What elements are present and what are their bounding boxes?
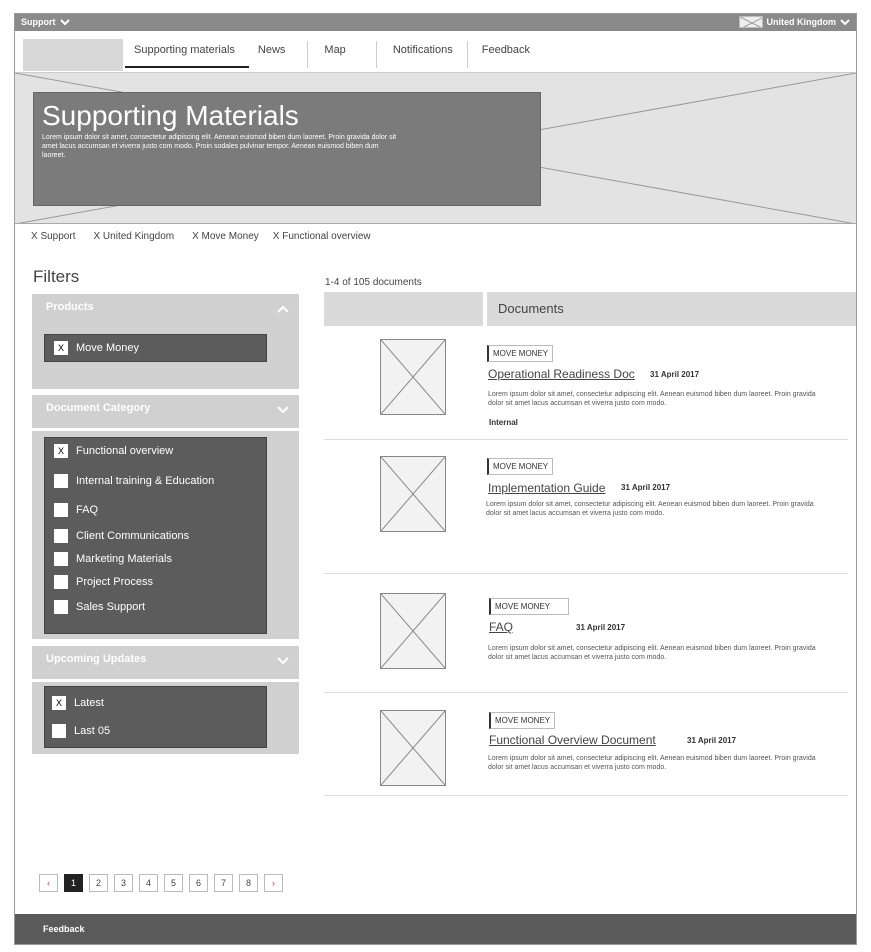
- option-label: Move Money: [76, 342, 139, 354]
- option-label: FAQ: [76, 504, 99, 516]
- chevron-down-icon: [840, 17, 850, 27]
- document-tag: MOVE MONEY: [487, 345, 553, 362]
- footer-feedback-link[interactable]: Feedback: [43, 924, 85, 934]
- option-label: Project Process: [76, 576, 154, 588]
- category-option-faq[interactable]: [54, 503, 98, 517]
- document-item: [324, 574, 848, 693]
- results-header-left: [324, 292, 483, 326]
- document-tag: MOVE MONEY: [489, 712, 555, 729]
- document-description: Lorem ipsum dolor sit amet, consectetur adipiscing elit. Aenean euismod biben dum laoreet. Proin gravida dolor sit amet lacus accumsan et viverra justo com modo.: [488, 391, 816, 407]
- updates-toggle[interactable]: [32, 646, 299, 679]
- option-label: Sales Support: [76, 601, 146, 613]
- updates-heading: Upcoming Updates: [46, 653, 147, 665]
- category-option-functional-overview[interactable]: [54, 444, 173, 458]
- page-button-2[interactable]: 2: [89, 874, 108, 892]
- page-title: Supporting Materials: [42, 100, 299, 131]
- hero-banner: [15, 73, 856, 224]
- footer: [15, 914, 856, 944]
- page-button-3[interactable]: 3: [114, 874, 133, 892]
- chevron-down-icon: [277, 657, 289, 665]
- category-panel: [32, 431, 299, 639]
- category-option-sales-support[interactable]: [54, 600, 145, 614]
- chip-support[interactable]: X Support: [31, 231, 76, 242]
- chip-move-money[interactable]: X Move Money: [192, 231, 259, 242]
- updates-option-last-05[interactable]: [52, 724, 110, 738]
- document-thumbnail[interactable]: [380, 593, 446, 669]
- document-item: [324, 326, 848, 440]
- results-header: Documents: [487, 292, 856, 326]
- nav-news[interactable]: News: [249, 41, 309, 68]
- updates-option-latest[interactable]: [52, 696, 104, 710]
- hero-content: [33, 92, 541, 206]
- utility-bar: [15, 14, 856, 31]
- page-button-6[interactable]: 6: [189, 874, 208, 892]
- products-toggle[interactable]: [32, 294, 299, 327]
- results-count: 1-4 of 105 documents: [325, 277, 422, 288]
- category-option-project-process[interactable]: [54, 575, 153, 589]
- nav-notifications[interactable]: Notifications: [377, 41, 468, 68]
- nav-map[interactable]: Map: [308, 41, 376, 68]
- chevron-down-icon: [277, 406, 289, 414]
- pagination: [39, 874, 283, 892]
- checkbox[interactable]: [52, 724, 66, 738]
- checkbox[interactable]: [54, 552, 68, 566]
- image-placeholder-icon: [381, 340, 445, 414]
- updates-options: [44, 686, 267, 748]
- document-thumbnail[interactable]: [380, 456, 446, 532]
- main-nav: [15, 31, 856, 73]
- products-heading: Products: [46, 301, 94, 313]
- document-title[interactable]: Operational Readiness Doc: [488, 367, 635, 381]
- option-label: Marketing Materials: [76, 553, 172, 565]
- checkbox[interactable]: X: [52, 696, 66, 710]
- document-date: 31 April 2017: [650, 370, 700, 379]
- image-placeholder-icon: [381, 594, 445, 668]
- document-thumbnail[interactable]: [380, 339, 446, 415]
- chevron-up-icon: [277, 305, 289, 313]
- category-options: [44, 437, 267, 634]
- chip-functional-overview[interactable]: X Functional overview: [272, 231, 371, 242]
- support-dropdown[interactable]: [21, 17, 70, 27]
- document-description: Lorem ipsum dolor sit amet, consectetur adipiscing elit. Aenean euismod biben dum laoreet. Proin gravida dolor sit amet lacus accumsan et viverra justo com modo.: [486, 501, 814, 517]
- nav-supporting-materials[interactable]: Supporting materials: [125, 41, 249, 68]
- document-title[interactable]: Functional Overview Document: [489, 733, 656, 747]
- checkbox[interactable]: [54, 600, 68, 614]
- category-heading: Document Category: [46, 402, 151, 414]
- support-label: Support: [21, 17, 56, 27]
- category-option-marketing-materials[interactable]: [54, 552, 172, 566]
- next-page-button[interactable]: ›: [264, 874, 283, 892]
- page-frame: [14, 13, 857, 945]
- document-title[interactable]: FAQ: [489, 620, 514, 634]
- checkbox[interactable]: [54, 503, 68, 517]
- category-toggle[interactable]: [32, 395, 299, 428]
- document-item: [324, 693, 848, 796]
- chevron-down-icon: [60, 17, 70, 27]
- page-button-5[interactable]: 5: [164, 874, 183, 892]
- checkbox[interactable]: [54, 575, 68, 589]
- filters-heading: Filters: [33, 267, 80, 286]
- document-description: Lorem ipsum dolor sit amet, consectetur adipiscing elit. Aenean euismod biben dum laoreet. Proin gravida dolor sit amet lacus accumsan et viverra justo com modo.: [488, 645, 816, 661]
- image-placeholder-icon: [381, 457, 445, 531]
- document-tag: MOVE MONEY: [489, 598, 569, 615]
- products-options: [44, 334, 267, 362]
- checkbox[interactable]: [54, 529, 68, 543]
- checkbox[interactable]: [54, 474, 68, 488]
- option-label: Client Communications: [76, 530, 190, 542]
- active-filters: [31, 231, 371, 242]
- page-button-8[interactable]: 8: [239, 874, 258, 892]
- document-tag: MOVE MONEY: [487, 458, 553, 475]
- page-button-7[interactable]: 7: [214, 874, 233, 892]
- document-item: [324, 440, 848, 574]
- option-label: Internal training & Education: [76, 475, 215, 487]
- document-date: 31 April 2017: [576, 623, 626, 632]
- chip-united-kingdom[interactable]: X United Kingdom: [93, 231, 175, 242]
- category-option-client-communications[interactable]: [54, 529, 189, 543]
- document-thumbnail[interactable]: [380, 710, 446, 786]
- product-option-move-money[interactable]: [54, 341, 139, 355]
- flag-icon: [739, 16, 763, 28]
- checkbox[interactable]: X: [54, 444, 68, 458]
- option-label: Last 05: [74, 725, 111, 737]
- page-button-4[interactable]: 4: [139, 874, 158, 892]
- image-placeholder-icon: [381, 711, 445, 785]
- category-option-internal-training[interactable]: [54, 474, 214, 488]
- document-date: 31 April 2017: [621, 483, 671, 492]
- document-visibility: Internal: [489, 418, 518, 427]
- option-label: Latest: [74, 697, 104, 709]
- option-label: Functional overview: [76, 445, 174, 457]
- country-selector[interactable]: [739, 16, 851, 28]
- document-description: Lorem ipsum dolor sit amet, consectetur adipiscing elit. Aenean euismod biben dum laoreet. Proin gravida dolor sit amet lacus accumsan et viverra justo com modo.: [488, 755, 816, 771]
- document-title[interactable]: Implementation Guide: [488, 481, 606, 495]
- products-panel: [32, 327, 299, 389]
- updates-panel: [32, 682, 299, 754]
- checkbox[interactable]: X: [54, 341, 68, 355]
- page-button-1[interactable]: 1: [64, 874, 83, 892]
- hero-description: Lorem ipsum dolor sit amet, consectetur adipiscing elit. Aenean euismod biben dum laoreet. Proin gravida dolor sit amet lacus accumsan et viverra justo com modo. Proin sodales pulvinar tempor. Aenean euismod biben dum laoreet.: [42, 134, 397, 159]
- logo-placeholder[interactable]: [23, 39, 123, 71]
- document-date: 31 April 2017: [687, 736, 737, 745]
- country-label: United Kingdom: [766, 17, 836, 27]
- prev-page-button[interactable]: ‹: [39, 874, 58, 892]
- nav-feedback[interactable]: Feedback: [481, 44, 531, 56]
